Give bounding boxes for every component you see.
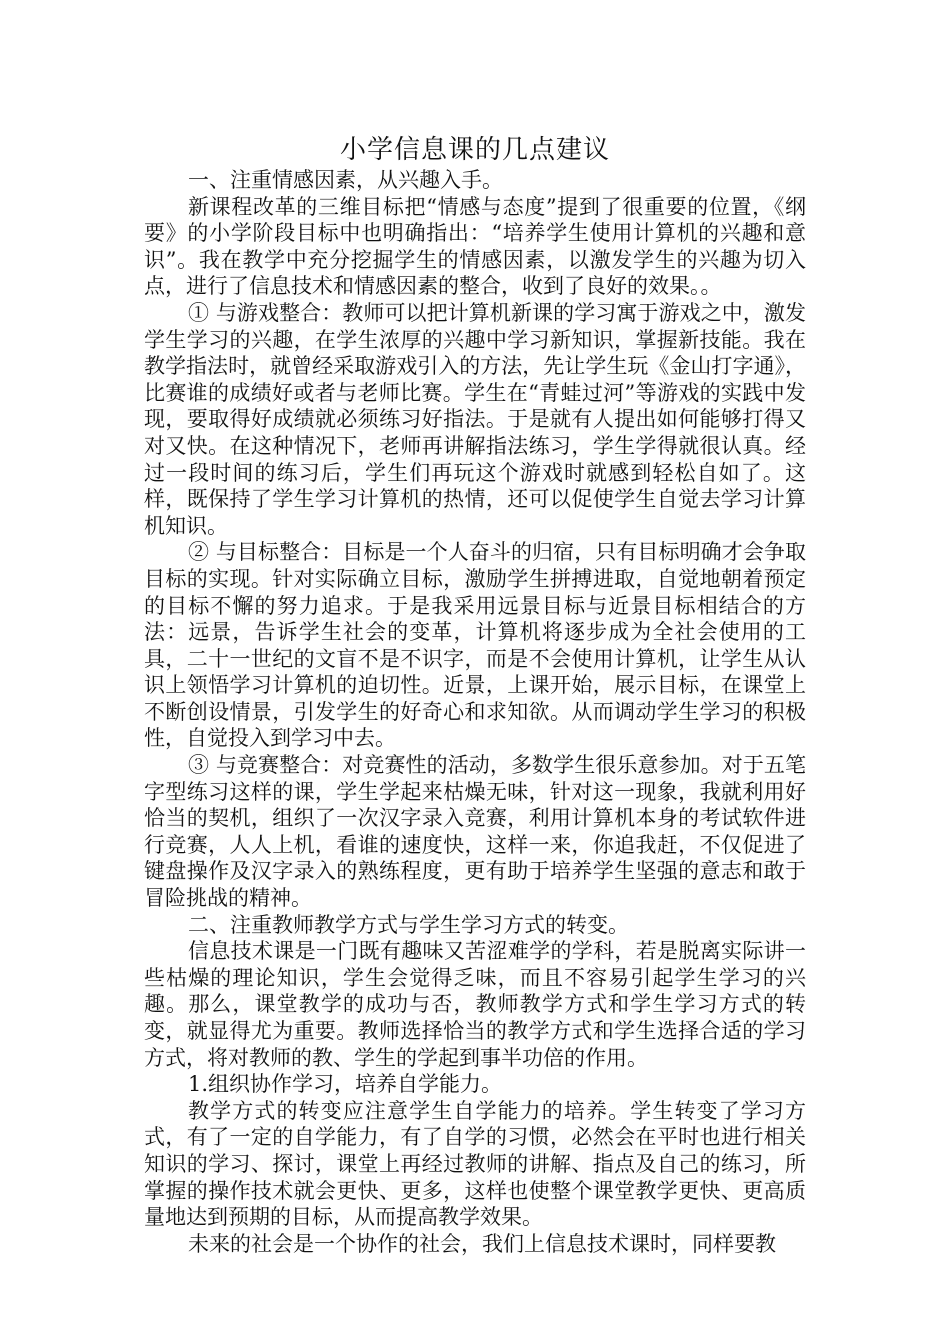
section-heading-2: 二、注重教师教学方式与学生学习方式的转变。 [188,912,629,937]
paragraph-intro: 新课程改革的三维目标把“情感与态度”提到了很重要的位置，《纲要》的小学阶段目标中也明确指出：“培养学生使用计算机的兴趣和意识”。我在教学中充分挖掘学生的情感因素，以激发学生的兴趣为切入点，进行了信息技术和情感因素的整合，收到了良好的效果。。 [144,194,806,299]
paragraph-self-study: 教学方式的转变应注意学生自学能力的培养。学生转变了学习方式，有了一定的自学能力，有了自学的习惯，必然会在平时也进行相关知识的学习、探讨，课堂上再经过教师的讲解、指点及自己的练习，所掌握的操作技术就会更快、更多，这样也使整个课堂教学更快、更高质量地达到预期的目标，从而提高教学效果。 [144,1098,806,1230]
paragraph-game-integration: ① 与游戏整合：教师可以把计算机新课的学习寓于游戏之中，激发学生学习的兴趣，在学生浓厚的兴趣中学习新知识，掌握新技能。我在教学指法时，就曾经采取游戏引入的方法，先让学生玩《金山打字通》，比赛谁的成绩好或者与老师比赛。学生在“青蛙过河”等游戏的实践中发现，要取得好成绩就必须练习好指法。于是就有人提出如何能够打得又对又快。在这种情况下，老师再讲解指法练习，学生学得就很认真。经过一段时间的练习后，学生们再玩这个游戏时就感到轻松自如了。这样，既保持了学生学习计算机的热情，还可以促使学生自觉去学习计算机知识。 [144,300,806,538]
document-body [144,133,806,1257]
paragraph-collaboration: 未来的社会是一个协作的社会，我们上信息技术课时，同样要教 [188,1231,776,1256]
subheading-collaborative-learning: 1.组织协作学习，培养自学能力。 [188,1072,503,1097]
document-title: 小学信息课的几点建议 [339,135,610,165]
section-heading-1: 一、注重情感因素，从兴趣入手。 [188,168,503,192]
paragraph-teaching-methods: 信息技术课是一门既有趣味又苦涩难学的学科，若是脱离实际讲一些枯燥的理论知识，学生会觉得乏味，而且不容易引起学生学习的兴趣。那么，课堂教学的成功与否，教师教学方式和学生学习方式的转变，就显得尤为重要。教师选择恰当的教学方式和学生选择合适的学习方式，将对教师的教、学生的学起到事半功倍的作用。 [144,939,806,1070]
paragraph-goal-integration: ② 与目标整合：目标是一个人奋斗的归宿，只有目标明确才会争取目标的实现。针对实际确立目标，激励学生拼搏进取，自觉地朝着预定的目标不懈的努力追求。于是我采用远景目标与近景目标相结合的方法：远景，告诉学生社会的变革，计算机将逐步成为全社会使用的工具，二十一世纪的文盲不是不识字，而是不会使用计算机，让学生从认识上领悟学习计算机的迫切性。近景，上课开始，展示目标，在课堂上不断创设情景，引发学生的好奇心和求知欲。从而调动学生学习的积极性，自觉投入到学习中去。 [144,540,806,751]
paragraph-competition-integration: ③ 与竞赛整合：对竞赛性的活动，多数学生很乐意参加。对于五笔字型练习这样的课，学生学起来枯燥无味，针对这一现象，我就利用好恰当的契机，组织了一次汉字录入竞赛，利用计算机本身的考试软件进行竞赛，人人上机，看谁的速度快，这样一来，你追我赶，不仅促进了键盘操作及汉字录入的熟练程度，更有助于培养学生坚强的意志和敢于冒险挑战的精神。 [144,753,806,911]
